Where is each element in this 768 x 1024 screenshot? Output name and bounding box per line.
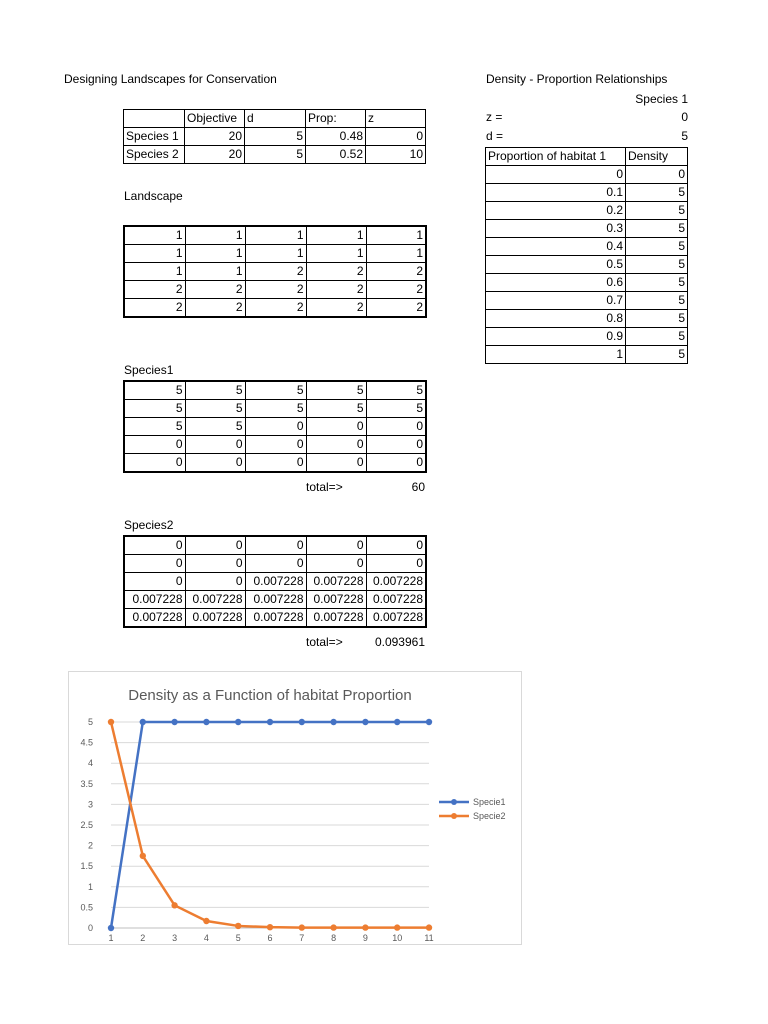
x-tick-label: 9 xyxy=(362,933,368,943)
density-cell: 5 xyxy=(626,184,688,202)
landscape-cell: 1 xyxy=(124,263,185,281)
species2-cell: 0.007228 xyxy=(366,609,426,628)
species1-cell: 0 xyxy=(245,418,306,436)
landscape-cell: 1 xyxy=(245,245,306,263)
params-cell: 0.52 xyxy=(306,146,366,164)
species2-cell: 0.007228 xyxy=(124,609,185,628)
species1-row xyxy=(124,436,426,454)
density-cell: 0.4 xyxy=(486,238,626,256)
species1-cell: 0 xyxy=(245,436,306,454)
density-cell: 5 xyxy=(626,274,688,292)
density-row xyxy=(486,274,688,292)
landscape-label: Landscape xyxy=(124,189,183,203)
density-row xyxy=(486,346,688,364)
params-header-cell: Objective xyxy=(185,110,245,128)
species1-cell: 5 xyxy=(185,418,245,436)
species1-cell: 5 xyxy=(124,400,185,418)
density-header-cell: Density xyxy=(626,148,688,166)
legend-label: Specie1 xyxy=(473,797,506,807)
landscape-row xyxy=(124,226,426,245)
density-cell: 0.5 xyxy=(486,256,626,274)
y-tick-label: 2.5 xyxy=(80,820,93,830)
species1-row xyxy=(124,381,426,400)
y-tick-label: 3.5 xyxy=(80,778,93,789)
density-cell: 5 xyxy=(626,346,688,364)
data-point xyxy=(394,719,400,725)
z-value: 0 xyxy=(681,110,688,124)
species1-cell: 0 xyxy=(306,454,366,473)
x-tick-label: 8 xyxy=(331,933,337,943)
species2-cell: 0.007228 xyxy=(366,591,426,609)
params-row xyxy=(124,146,426,164)
density-chart-svg xyxy=(69,672,521,944)
density-cell: 0.8 xyxy=(486,310,626,328)
species1-cell: 5 xyxy=(306,381,366,400)
density-title: Density - Proportion Relationships xyxy=(486,72,668,86)
species1-total-label: total=> xyxy=(306,480,343,494)
density-row xyxy=(486,184,688,202)
landscape-cell: 2 xyxy=(185,281,245,299)
density-cell: 0 xyxy=(486,166,626,184)
data-point xyxy=(330,719,336,725)
density-species-label: Species 1 xyxy=(635,92,688,106)
species2-cell: 0 xyxy=(124,536,185,555)
density-cell: 5 xyxy=(626,238,688,256)
landscape-cell: 1 xyxy=(306,226,366,245)
landscape-cell: 2 xyxy=(124,299,185,318)
landscape-cell: 2 xyxy=(245,299,306,318)
species2-cell: 0 xyxy=(245,555,306,573)
density-row xyxy=(486,256,688,274)
x-tick-label: 5 xyxy=(235,933,241,943)
species2-cell: 0 xyxy=(245,536,306,555)
data-point xyxy=(394,924,400,930)
landscape-cell: 1 xyxy=(185,226,245,245)
species1-cell: 0 xyxy=(366,418,426,436)
species1-cell: 0 xyxy=(245,454,306,473)
data-point xyxy=(171,902,177,908)
density-cell: 0.6 xyxy=(486,274,626,292)
data-point xyxy=(203,918,209,924)
landscape-cell: 1 xyxy=(366,226,426,245)
params-row xyxy=(124,128,426,146)
species2-cell: 0 xyxy=(185,536,245,555)
density-cell: 0.2 xyxy=(486,202,626,220)
landscape-cell: 2 xyxy=(366,281,426,299)
x-tick-label: 2 xyxy=(140,933,146,943)
species1-total: 60 xyxy=(411,480,425,494)
data-point xyxy=(299,719,305,725)
params-cell: 0 xyxy=(366,128,426,146)
density-cell: 5 xyxy=(626,202,688,220)
data-point xyxy=(203,719,209,725)
legend-label: Specie2 xyxy=(473,811,506,821)
landscape-cell: 1 xyxy=(185,245,245,263)
params-cell: 20 xyxy=(185,128,245,146)
data-point xyxy=(108,719,114,725)
species2-row xyxy=(124,609,426,628)
data-point xyxy=(140,719,146,725)
density-chart xyxy=(68,671,522,945)
landscape-row xyxy=(124,281,426,299)
landscape-cell: 1 xyxy=(366,245,426,263)
density-row xyxy=(486,238,688,256)
data-point xyxy=(235,923,241,929)
density-cell: 0.7 xyxy=(486,292,626,310)
x-tick-label: 11 xyxy=(424,933,434,943)
data-point xyxy=(267,924,273,930)
species2-cell: 0.007228 xyxy=(306,609,366,628)
data-point xyxy=(362,924,368,930)
species1-cell: 5 xyxy=(366,400,426,418)
params-cell: Species 2 xyxy=(124,146,185,164)
species2-cell: 0 xyxy=(366,555,426,573)
species1-row xyxy=(124,418,426,436)
species2-row xyxy=(124,573,426,591)
species1-cell: 0 xyxy=(185,436,245,454)
params-header-cell: z xyxy=(366,110,426,128)
data-point xyxy=(426,719,432,725)
density-table xyxy=(485,147,688,364)
x-tick-label: 1 xyxy=(108,933,114,943)
x-tick-label: 3 xyxy=(172,933,178,943)
landscape-cell: 1 xyxy=(245,226,306,245)
density-cell: 5 xyxy=(626,292,688,310)
landscape-row xyxy=(124,299,426,318)
params-table xyxy=(123,109,426,164)
params-header-cell: Prop: xyxy=(306,110,366,128)
params-header-cell xyxy=(124,110,185,128)
landscape-cell: 2 xyxy=(124,281,185,299)
density-header-row xyxy=(486,148,688,166)
species2-cell: 0 xyxy=(124,573,185,591)
species1-cell: 5 xyxy=(185,381,245,400)
density-row xyxy=(486,310,688,328)
landscape-cell: 2 xyxy=(306,299,366,318)
data-point xyxy=(426,924,432,930)
species1-cell: 5 xyxy=(245,400,306,418)
species1-label: Species1 xyxy=(124,363,174,377)
species2-cell: 0 xyxy=(185,555,245,573)
landscape-cell: 2 xyxy=(185,299,245,318)
landscape-cell: 1 xyxy=(124,245,185,263)
params-cell: 5 xyxy=(245,128,306,146)
species2-cell: 0.007228 xyxy=(306,591,366,609)
data-point xyxy=(235,719,241,725)
density-row xyxy=(486,328,688,346)
y-tick-label: 3 xyxy=(87,799,93,810)
page-title: Designing Landscapes for Conservation xyxy=(64,72,277,86)
params-cell: 20 xyxy=(185,146,245,164)
species1-row xyxy=(124,400,426,418)
params-cell: 5 xyxy=(245,146,306,164)
density-cell: 5 xyxy=(626,256,688,274)
species2-row xyxy=(124,555,426,573)
data-point xyxy=(140,853,146,859)
d-label: d = xyxy=(486,129,504,143)
density-cell: 5 xyxy=(626,310,688,328)
params-header-row xyxy=(124,110,426,128)
species1-cell: 0 xyxy=(124,454,185,473)
density-cell: 0.3 xyxy=(486,220,626,238)
density-cell: 1 xyxy=(486,346,626,364)
species2-cell: 0.007228 xyxy=(245,609,306,628)
data-point xyxy=(362,719,368,725)
landscape-cell: 1 xyxy=(124,226,185,245)
density-cell: 0.1 xyxy=(486,184,626,202)
density-cell: 0.9 xyxy=(486,328,626,346)
data-point xyxy=(267,719,273,725)
landscape-row xyxy=(124,263,426,281)
params-cell: 10 xyxy=(366,146,426,164)
species2-cell: 0 xyxy=(124,555,185,573)
y-tick-label: 0.5 xyxy=(80,902,93,913)
species2-cell: 0.007228 xyxy=(185,609,245,628)
species2-cell: 0 xyxy=(306,536,366,555)
density-cell: 5 xyxy=(626,328,688,346)
data-point xyxy=(330,924,336,930)
density-header-cell: Proportion of habitat 1 xyxy=(486,148,626,166)
species1-cell: 0 xyxy=(185,454,245,473)
landscape-cell: 2 xyxy=(366,263,426,281)
species1-cell: 0 xyxy=(366,454,426,473)
y-tick-label: 0 xyxy=(87,923,93,933)
x-tick-label: 10 xyxy=(392,933,403,943)
landscape-cell: 2 xyxy=(306,263,366,281)
y-tick-label: 4 xyxy=(87,758,93,769)
species2-cell: 0.007228 xyxy=(124,591,185,609)
species1-cell: 5 xyxy=(366,381,426,400)
species1-cell: 0 xyxy=(306,418,366,436)
species2-cell: 0 xyxy=(185,573,245,591)
params-header-cell: d xyxy=(245,110,306,128)
species2-row xyxy=(124,591,426,609)
d-value: 5 xyxy=(681,129,688,143)
landscape-grid xyxy=(123,225,427,318)
species2-label: Species2 xyxy=(124,518,174,532)
species1-cell: 0 xyxy=(366,436,426,454)
y-tick-label: 4.5 xyxy=(80,737,93,748)
landscape-row xyxy=(124,245,426,263)
y-tick-label: 2 xyxy=(87,840,93,851)
species2-total-label: total=> xyxy=(306,635,343,649)
params-cell: 0.48 xyxy=(306,128,366,146)
species1-cell: 5 xyxy=(124,381,185,400)
species1-grid xyxy=(123,380,427,473)
z-label: z = xyxy=(486,110,503,124)
params-cell: Species 1 xyxy=(124,128,185,146)
density-cell: 5 xyxy=(626,220,688,238)
y-tick-label: 1.5 xyxy=(80,861,93,872)
density-row xyxy=(486,292,688,310)
data-point xyxy=(108,925,114,931)
landscape-cell: 2 xyxy=(245,263,306,281)
data-point xyxy=(299,924,305,930)
legend-marker xyxy=(451,813,457,819)
species2-cell: 0.007228 xyxy=(245,573,306,591)
species1-cell: 0 xyxy=(306,436,366,454)
data-point xyxy=(171,719,177,725)
species1-cell: 5 xyxy=(245,381,306,400)
species2-cell: 0 xyxy=(306,555,366,573)
landscape-cell: 2 xyxy=(306,281,366,299)
species2-total: 0.093961 xyxy=(374,635,425,649)
species1-cell: 0 xyxy=(124,436,185,454)
species1-cell: 5 xyxy=(185,400,245,418)
chart-title: Density as a Function of habitat Proportion xyxy=(128,687,412,704)
y-tick-label: 1 xyxy=(87,881,93,892)
species2-row xyxy=(124,536,426,555)
y-tick-label: 5 xyxy=(87,717,93,727)
landscape-cell: 2 xyxy=(366,299,426,318)
species2-cell: 0.007228 xyxy=(185,591,245,609)
species2-cell: 0.007228 xyxy=(245,591,306,609)
x-tick-label: 6 xyxy=(267,933,273,943)
landscape-cell: 2 xyxy=(245,281,306,299)
species2-cell: 0.007228 xyxy=(306,573,366,591)
species2-cell: 0.007228 xyxy=(366,573,426,591)
density-row xyxy=(486,202,688,220)
density-row xyxy=(486,220,688,238)
species1-cell: 5 xyxy=(124,418,185,436)
x-tick-label: 7 xyxy=(299,933,305,943)
species2-cell: 0 xyxy=(366,536,426,555)
legend-marker xyxy=(451,799,457,805)
landscape-cell: 1 xyxy=(185,263,245,281)
landscape-cell: 1 xyxy=(306,245,366,263)
species1-row xyxy=(124,454,426,473)
species2-grid xyxy=(123,535,427,628)
density-row xyxy=(486,166,688,184)
density-cell: 0 xyxy=(626,166,688,184)
species1-cell: 5 xyxy=(306,400,366,418)
x-tick-label: 4 xyxy=(203,933,209,943)
